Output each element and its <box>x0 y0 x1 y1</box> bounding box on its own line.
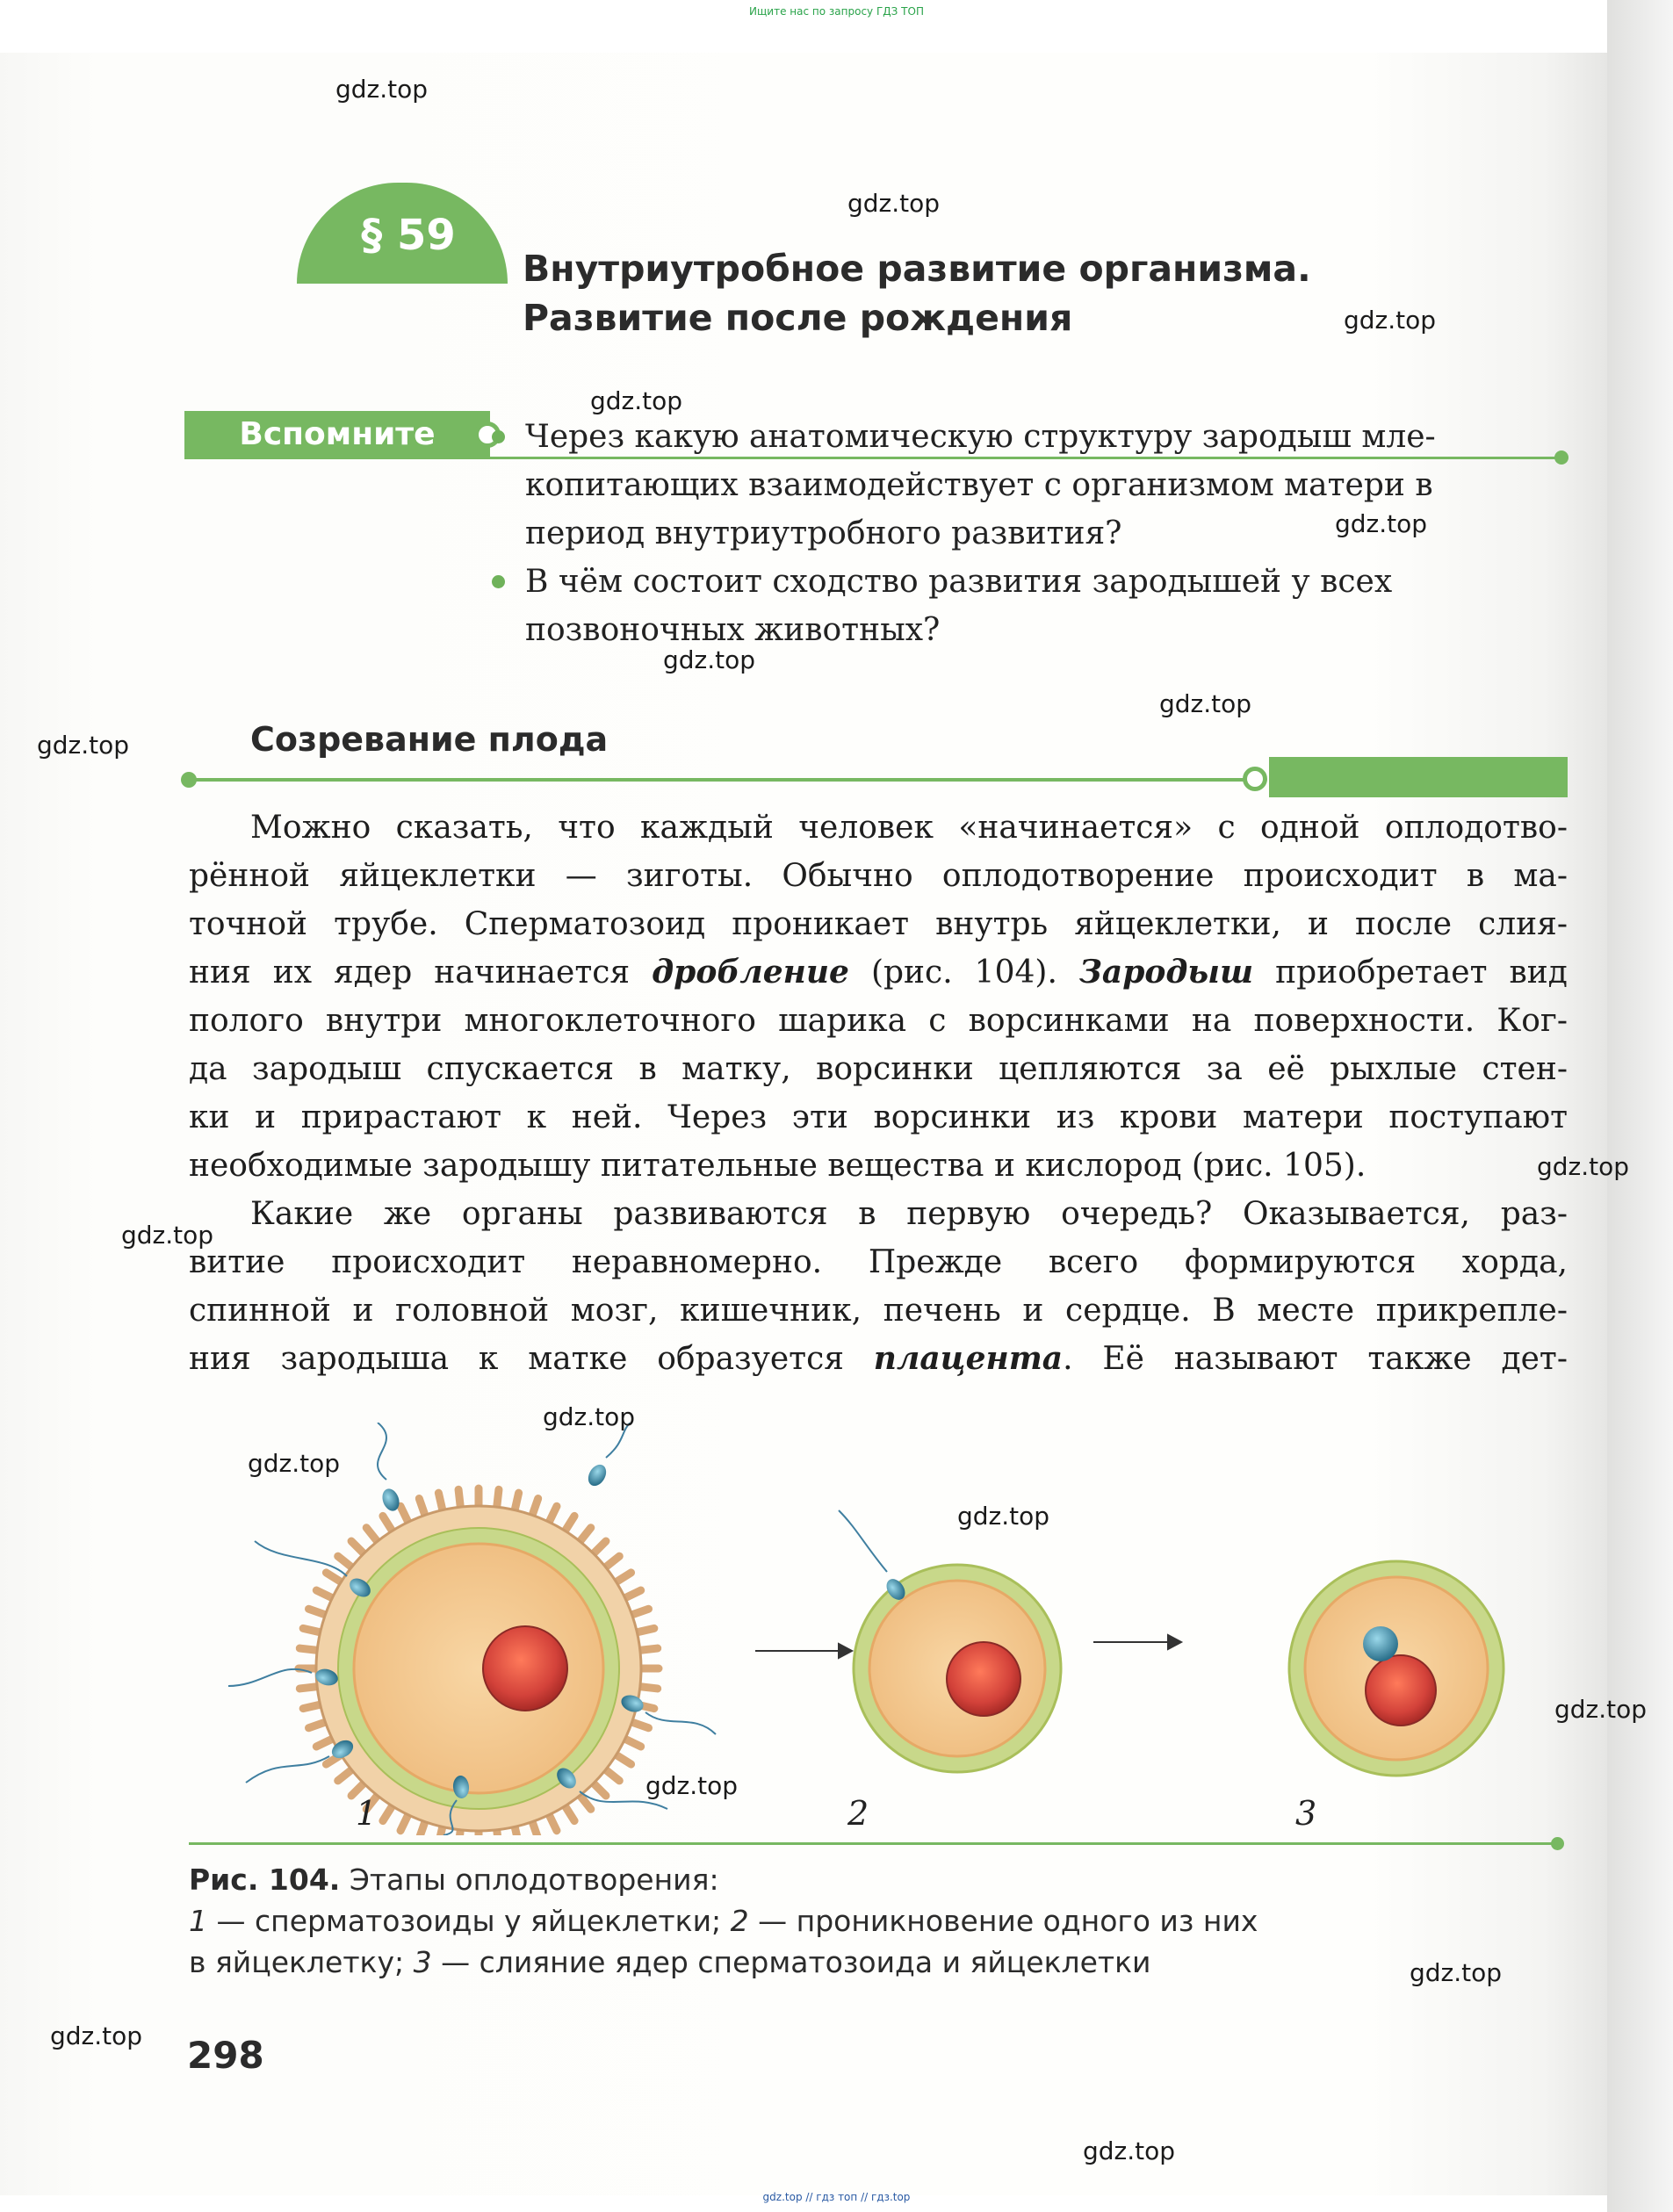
egg-stage-2 <box>839 1510 1061 1772</box>
caption-line <box>189 1900 1506 1942</box>
caption-text: — проникновение одного из них <box>748 1904 1258 1938</box>
recall-label: Вспомните <box>239 416 436 452</box>
watermark: gdz.top <box>1159 689 1252 718</box>
text-line <box>189 1335 1568 1383</box>
watermark: gdz.top <box>957 1502 1050 1531</box>
paragraph-1 <box>189 803 1568 1190</box>
watermark: gdz.top <box>663 645 756 674</box>
stage-label-1: 1 <box>356 1794 378 1833</box>
caption-line <box>189 1859 1506 1900</box>
watermark: gdz.top <box>1335 509 1428 538</box>
text-run: . Её называют также дет- <box>1063 1341 1568 1377</box>
caption-rule <box>189 1842 1554 1845</box>
subsection-marker <box>1243 767 1267 791</box>
section-number: § 59 <box>361 211 456 260</box>
watermark: gdz.top <box>121 1221 214 1250</box>
watermark: gdz.top <box>1537 1152 1630 1181</box>
text-line: рённой яйцеклетки — зиготы. Обычно оплодотворение происходит в ма- <box>189 858 1568 894</box>
fertilization-illustration <box>0 1423 1673 1835</box>
egg-nucleus <box>947 1642 1020 1716</box>
watermark: gdz.top <box>645 1771 739 1800</box>
stage-label-2: 2 <box>847 1794 869 1833</box>
text-line: точной трубе. Сперматозоид проникает внутрь яйцеклетки, и после слия- <box>189 906 1568 942</box>
text-line <box>189 948 1568 997</box>
section-title-line: Внутриутробное развитие организма. <box>523 248 1311 290</box>
watermark: gdz.top <box>1083 2136 1176 2165</box>
text-run: приобретает вид <box>1253 955 1568 991</box>
page-edge-shadow <box>1607 0 1673 2212</box>
sperm-nucleus <box>1363 1626 1398 1661</box>
watermark: gdz.top <box>543 1402 636 1431</box>
subsection-title: Созревание плода <box>250 720 609 759</box>
watermark: gdz.top <box>847 189 941 218</box>
watermark: gdz.top <box>248 1449 341 1478</box>
subsection-rule-start <box>181 772 197 788</box>
sperm-tail <box>645 1712 716 1734</box>
caption-text: Этапы оплодотворения: <box>340 1863 719 1897</box>
question-line: В чём состоит сходство развития зародышей у всех <box>525 564 1393 600</box>
text-line: Какие же органы развиваются в первую очередь? Оказывается, раз- <box>250 1196 1568 1232</box>
text-line: полого внутри многоклеточного шарика с ворсинками на поверхности. Ког- <box>189 1003 1568 1039</box>
caption-text: — сперматозоиды у яйцеклетки; <box>207 1904 731 1938</box>
egg-nucleus <box>1366 1655 1436 1726</box>
stage-label-3: 3 <box>1295 1794 1317 1833</box>
watermark: gdz.top <box>590 386 683 415</box>
caption-rule-end <box>1551 1837 1564 1850</box>
question-line: копитающих взаимодействует с организмом матери в <box>525 467 1433 503</box>
sperm-tail <box>255 1541 347 1576</box>
watermark: gdz.top <box>1410 1958 1503 1987</box>
egg-stage-1 <box>299 1488 659 1835</box>
sperm-head <box>585 1461 610 1489</box>
term-placenta: плацента <box>873 1340 1064 1377</box>
text-line: необходимые зародышу питательные вещества и кислород (рис. 105). <box>189 1148 1367 1184</box>
text-line: спинной и головной мозг, кишечник, печень и сердце. В месте прикрепле- <box>189 1293 1568 1329</box>
bullet-icon <box>492 430 505 443</box>
top-banner[interactable]: Ищите нас по запросу ГДЗ ТОП <box>749 5 924 18</box>
subsection-bar <box>1269 757 1568 797</box>
caption-num: 1 <box>189 1904 207 1938</box>
arrow-1-to-2 <box>755 1644 852 1658</box>
recall-question <box>525 558 1570 654</box>
egg-stage-3 <box>1289 1561 1504 1776</box>
text-line: да зародыш спускается в матку, ворсинки цепляются за её рыхлые стен- <box>189 1051 1568 1087</box>
page-number: 298 <box>187 2034 264 2077</box>
subsection-rule <box>189 778 1251 782</box>
caption-num: 3 <box>413 1945 432 1979</box>
egg-nucleus <box>483 1626 567 1711</box>
text-line: Можно сказать, что каждый человек «начинается» с одной оплодотво- <box>250 810 1568 846</box>
bullet-icon <box>492 575 505 588</box>
text-run: ния зародыша к матке образуется <box>189 1341 874 1377</box>
term-cleavage: дробление <box>652 954 849 991</box>
sperm-tail <box>246 1756 329 1783</box>
figure-104 <box>0 1423 1673 1835</box>
question-line: период внутриутробного развития? <box>525 515 1122 551</box>
caption-num: 2 <box>730 1904 749 1938</box>
figure-caption <box>189 1859 1506 1983</box>
watermark: gdz.top <box>50 2021 143 2050</box>
sperm-tail <box>839 1510 887 1572</box>
watermark: gdz.top <box>37 731 130 760</box>
watermark: gdz.top <box>335 75 429 104</box>
caption-label: Рис. 104. <box>189 1863 341 1897</box>
sperm-tail <box>378 1423 386 1480</box>
text-run: ния их ядер начинается <box>189 955 653 991</box>
watermark: gdz.top <box>1344 306 1437 335</box>
text-line: ки и прирастают к ней. Через эти ворсинки из крови матери поступают <box>189 1099 1568 1135</box>
section-title-line: Развитие после рождения <box>523 297 1073 339</box>
text-line: витие происходит неравномерно. Прежде всего формируются хорда, <box>189 1244 1568 1280</box>
question-line: Через какую анатомическую структуру зародыш мле- <box>525 419 1436 455</box>
watermark: gdz.top <box>1554 1695 1648 1724</box>
arrow-2-to-3 <box>1093 1635 1181 1649</box>
text-run: (рис. 104). <box>848 955 1079 991</box>
term-embryo: Зародыш <box>1078 954 1254 991</box>
bottom-banner[interactable]: gdz.top // гдз топ // гдз.top <box>762 2191 911 2203</box>
paragraph-2 <box>189 1190 1568 1383</box>
caption-text: — слияние ядер сперматозоида и яйцеклетки <box>431 1945 1151 1979</box>
question-line: позвоночных животных? <box>525 612 941 648</box>
caption-text: в яйцеклетку; <box>189 1945 414 1979</box>
caption-line <box>189 1942 1506 1983</box>
